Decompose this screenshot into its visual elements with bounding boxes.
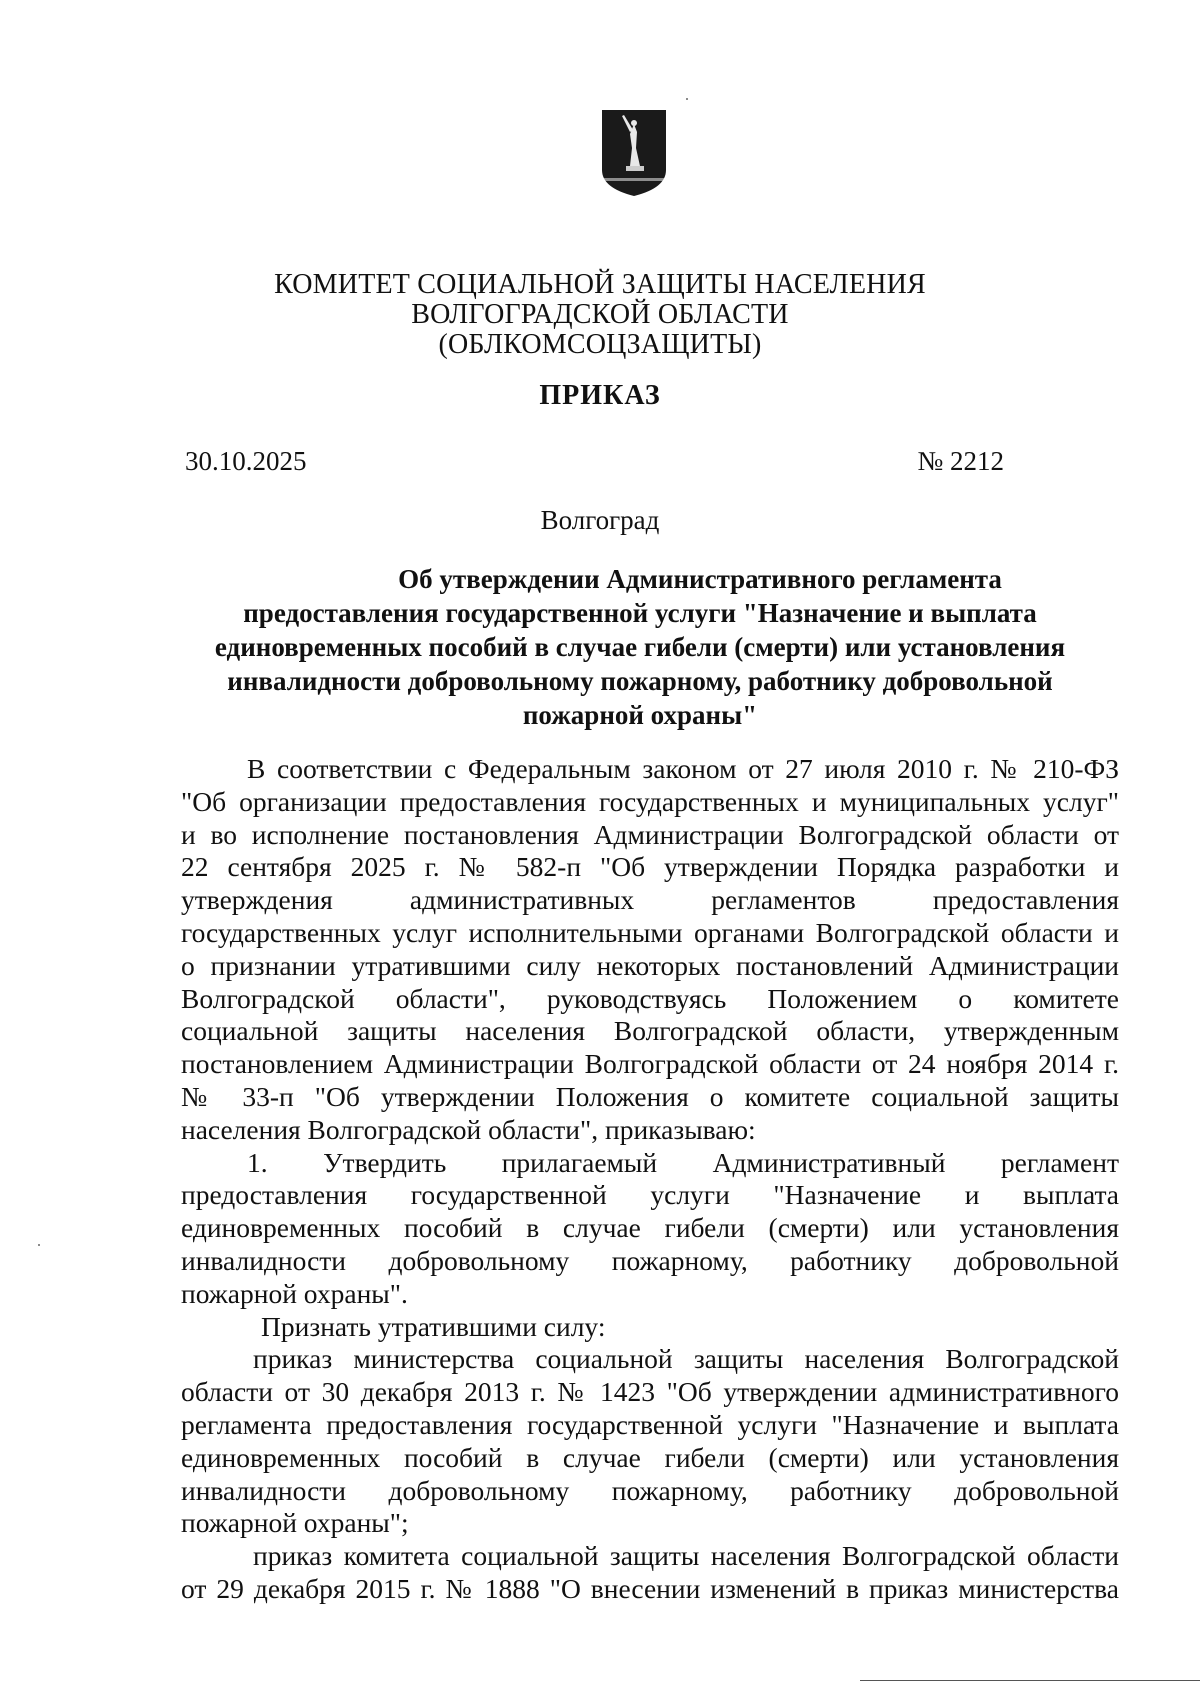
body-line: социальной защиты населения Волгоградской области, утвержденным	[181, 1015, 1119, 1047]
heading-line: предоставления государственной услуги "Назначение и выплата	[243, 598, 1037, 628]
body-line: утверждения административных регламентов предоставления	[181, 884, 1119, 916]
body-line: регламента предоставления государственной услуги "Назначение и выплата	[181, 1408, 1119, 1440]
heading-line: пожарной охраны"	[522, 700, 758, 730]
order-body	[181, 753, 1119, 1606]
body-line: предоставления государственной услуги "Назначение и выплата	[181, 1179, 1119, 1211]
city: Волгоград	[540, 505, 660, 535]
heading-line: инвалидности добровольному пожарному, работнику добровольной	[227, 666, 1053, 696]
scan-edge-line	[860, 1680, 1200, 1681]
body-line: от 29 декабря 2015 г. № 1888 "О внесении изменений в приказ министерства	[181, 1572, 1119, 1604]
volgograd-coat-of-arms-icon	[600, 108, 668, 198]
body-line: "Об организации предоставления государственных и муниципальных услуг"	[181, 785, 1119, 817]
org-line-3: (ОБЛКОМСОЦЗАЩИТЫ)	[438, 329, 762, 360]
order-date: 30.10.2025	[185, 446, 307, 476]
body-line: В соответствии с Федеральным законом от 27 июля 2010 г. № 210-ФЗ	[247, 753, 1119, 784]
body-line: инвалидности добровольному пожарному, работнику добровольной	[181, 1474, 1119, 1506]
org-line-2: ВОЛГОГРАДСКОЙ ОБЛАСТИ	[411, 299, 789, 330]
body-line: области от 30 декабря 2013 г. № 1423 "Об утверждении административного	[181, 1376, 1119, 1408]
body-line: пожарной охраны".	[181, 1277, 408, 1309]
body-line-item-2: Признать утратившими силу:	[261, 1310, 606, 1342]
heading-line: Об утверждении Административного регламента	[398, 564, 1002, 594]
body-line: пожарной охраны";	[181, 1507, 409, 1539]
organization-name	[0, 270, 1200, 360]
body-line: 22 сентября 2025 г. № 582-п "Об утверждении Порядка разработки и	[181, 851, 1119, 883]
body-line: приказ комитета социальной защиты населения Волгоградской области	[253, 1540, 1119, 1572]
org-line-1: КОМИТЕТ СОЦИАЛЬНОЙ ЗАЩИТЫ НАСЕЛЕНИЯ	[274, 269, 926, 300]
scan-speck	[38, 1244, 40, 1246]
body-line: Волгоградской области", руководствуясь Положением о комитете	[181, 982, 1119, 1014]
scan-speck	[686, 98, 688, 100]
order-heading	[190, 562, 1090, 732]
body-line: приказ министерства социальной защиты населения Волгоградской	[253, 1343, 1119, 1375]
body-line: государственных услуг исполнительными органами Волгоградской области и	[181, 916, 1119, 948]
heading-line: единовременных пособий в случае гибели (смерти) или установления	[214, 632, 1066, 662]
body-line: о признании утратившими силу некоторых постановлений Администрации	[181, 949, 1119, 981]
body-line-item-1: 1. Утвердить прилагаемый Административный регламент	[247, 1146, 1119, 1178]
document-type: ПРИКАЗ	[539, 380, 661, 411]
body-line: единовременных пособий в случае гибели (смерти) или установления	[181, 1441, 1119, 1473]
order-number: № 2212	[917, 446, 1004, 476]
body-line: № 33-п "Об утверждении Положения о комитете социальной защиты	[181, 1080, 1119, 1112]
body-line: и во исполнение постановления Администрации Волгоградской области от	[181, 818, 1119, 850]
body-line: инвалидности добровольному пожарному, работнику добровольной	[181, 1244, 1119, 1276]
body-line: постановлением Администрации Волгоградской области от 24 ноября 2014 г.	[181, 1048, 1119, 1080]
body-line: единовременных пособий в случае гибели (смерти) или установления	[181, 1212, 1119, 1244]
body-line: населения Волгоградской области", приказываю:	[181, 1113, 756, 1145]
